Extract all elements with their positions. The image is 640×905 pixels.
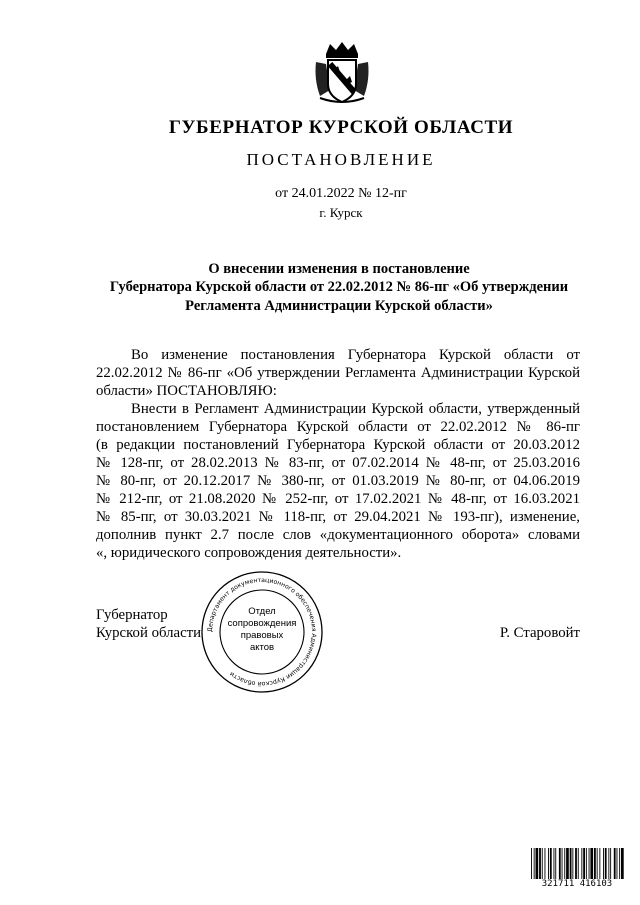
barcode-bar xyxy=(583,848,585,879)
document-title-line: О внесении изменения в постановление xyxy=(208,261,470,277)
signatory-position: Курской области xyxy=(96,625,202,641)
barcode-bar xyxy=(564,848,565,879)
barcode-bar xyxy=(608,848,609,879)
barcode-bar xyxy=(575,848,577,879)
barcode-bar xyxy=(534,848,535,879)
barcode-bar xyxy=(581,848,582,879)
body-line: № 212-пг, от 21.08.2020 № 252-пг, от 17.02.2021 № 48-пг, от 16.03.2021 xyxy=(96,491,580,507)
document-type: ПОСТАНОВЛЕНИЕ xyxy=(246,150,436,169)
body-line: № 80-пг, от 20.12.2017 № 380-пг, от 01.03.2019 № 80-пг, от 04.06.2019 xyxy=(96,473,580,489)
barcode-bar xyxy=(586,848,587,879)
barcode-bar xyxy=(562,848,563,879)
barcode-bar xyxy=(542,848,543,879)
signatory-position: Губернатор xyxy=(96,607,168,623)
barcode-bar xyxy=(550,848,552,879)
stamp-center-text: сопровождения xyxy=(227,618,297,629)
barcode-bar xyxy=(555,848,556,879)
barcode-bar xyxy=(617,848,618,879)
barcode-bar xyxy=(572,848,573,879)
barcode-bar xyxy=(594,848,596,879)
body-line: дополнив пункт 2.7 после слов «документационного оборота» словами xyxy=(96,527,580,543)
barcode-bar xyxy=(614,848,616,879)
barcode-digits: 321711 416103 xyxy=(530,879,624,889)
barcode-bar xyxy=(545,848,546,879)
barcode-bar xyxy=(597,848,598,879)
barcode-bar xyxy=(539,848,541,879)
document-title-line: Регламента Администрации Курской области» xyxy=(185,298,493,314)
organization-heading: ГУБЕРНАТОР КУРСКОЙ ОБЛАСТИ xyxy=(168,117,514,138)
barcode-bar xyxy=(570,848,572,879)
body-line: № 128-пг, от 28.02.2013 № 83-пг, от 07.02.2014 № 48-пг, от 25.03.2016 xyxy=(96,455,580,471)
document-date-number: от 24.01.2022 № 12-пг xyxy=(275,186,407,201)
barcode-bar xyxy=(536,848,539,879)
body-line: Внести в Регламент Администрации Курской области, утвержденный xyxy=(131,401,580,417)
body-line: № 85-пг, от 30.03.2021 № 118-пг, от 29.04.2021 № 193-пг), изменение, xyxy=(96,509,580,525)
barcode-bar xyxy=(554,848,555,879)
barcode-bar xyxy=(610,848,611,879)
body-line: постановлением Губернатора Курской области от 22.02.2012 № 86-пг xyxy=(96,419,580,435)
barcode-bar xyxy=(531,848,532,879)
stamp-center-text: правовых xyxy=(240,630,284,641)
body-line: области» ПОСТАНОВЛЯЮ: xyxy=(96,383,277,399)
barcode-bar xyxy=(548,848,549,879)
document-title-line: Губернатора Курской области от 22.02.2012 № 86-пг «Об утверждении xyxy=(109,279,569,295)
barcode-bar xyxy=(578,848,579,879)
barcode-bar xyxy=(621,848,624,879)
barcode-bar xyxy=(559,848,561,879)
barcode-bar xyxy=(590,848,593,879)
stamp-center-text: Отдел xyxy=(248,606,276,617)
barcode-bar xyxy=(589,848,590,879)
body-line: Во изменение постановления Губернатора Курской области от xyxy=(131,347,580,363)
barcode-bar xyxy=(566,848,569,879)
kursk-coat-of-arms-icon xyxy=(312,40,372,106)
body-line: 22.02.2012 № 86-пг «Об утверждении Регламента Администрации Курской xyxy=(96,365,580,381)
official-stamp xyxy=(200,570,324,694)
document-city: г. Курск xyxy=(319,205,363,220)
body-line: «, юридического сопровождения деятельности». xyxy=(96,545,402,561)
body-line: (в редакции постановлений Губернатора Курской области от 20.03.2012 xyxy=(96,437,580,453)
barcode-bar xyxy=(605,848,607,879)
signatory-name: Р. Старовойт xyxy=(499,625,580,641)
stamp-ring-text: Департамент документационного обеспечения Администрации Курской области xyxy=(206,576,318,688)
barcode-bar xyxy=(603,848,604,879)
barcode-bar xyxy=(619,848,620,879)
stamp-center-text: актов xyxy=(249,642,275,653)
barcode-bar xyxy=(599,848,600,879)
